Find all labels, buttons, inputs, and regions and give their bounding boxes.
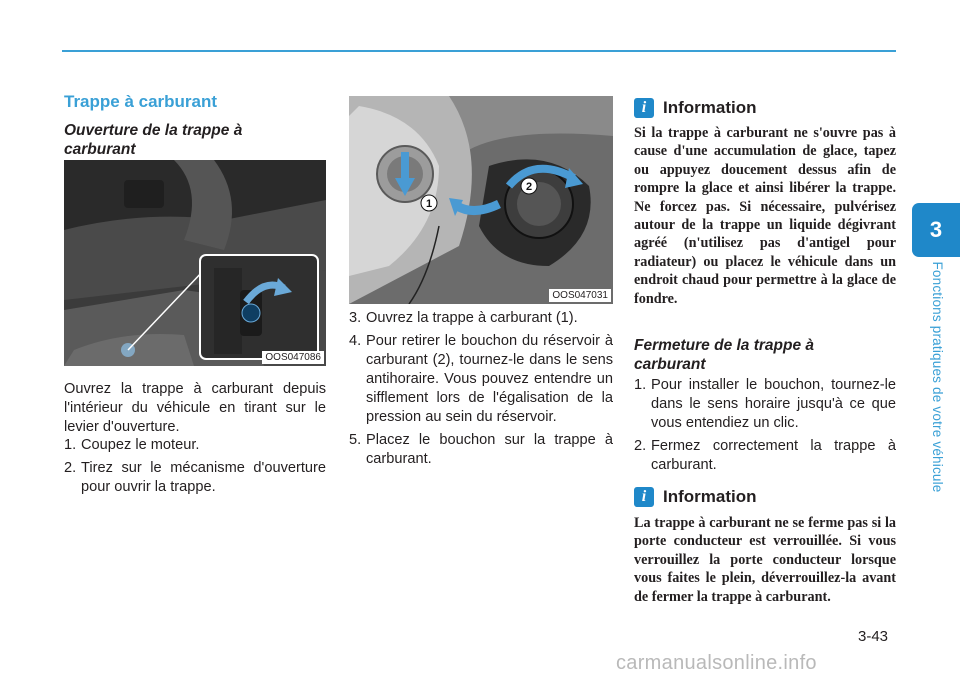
information-text-2: La trappe à carburant ne se ferme pas si la porte conducteur est verrouillée. Si vous verrouillez la porte conducteur lorsque vous faites le plein, déverrouillez-la avant de fermer la trappe à carburant.	[634, 515, 896, 605]
opening-steps-2	[349, 305, 613, 469]
step-item	[634, 376, 896, 433]
step-number: 2.	[634, 438, 647, 454]
opening-intro	[64, 380, 326, 437]
intro-text: Ouvrez la trappe à carburant depuis l'intérieur du véhicule en tirant sur le levier d'ouverture.	[64, 381, 326, 435]
page-number: 3-43	[858, 628, 889, 645]
information-heading-2	[634, 487, 757, 507]
closing-steps	[634, 372, 896, 475]
figure-code: OOS047086	[262, 351, 324, 364]
step-text: Coupez le moteur.	[81, 437, 200, 453]
step-item	[349, 309, 613, 328]
step-text: Placez le bouchon sur la trappe à carburant.	[366, 432, 613, 467]
figure-code: OOS047031	[549, 289, 611, 302]
watermark: carmanualsonline.info	[616, 652, 817, 674]
step-item	[64, 436, 326, 455]
step-item	[349, 431, 613, 469]
step-item	[349, 332, 613, 427]
step-number: 2.	[64, 460, 77, 476]
step-number: 1.	[634, 377, 647, 393]
top-rule	[62, 50, 896, 52]
step-text: Fermez correctement la trappe à carburant.	[651, 438, 896, 473]
closing-subhead: Fermeture de la trappe à carburant	[634, 337, 815, 373]
step-item	[64, 459, 326, 497]
section-title: Trappe à carburant	[64, 92, 218, 111]
information-heading-1	[634, 98, 757, 118]
step-text: Pour installer le bouchon, tournez-le dans le sens horaire jusqu'à ce que vous entendiez un clic.	[651, 377, 896, 431]
step-text: Pour retirer le bouchon du réservoir à carburant (2), tournez-le dans le sens antihoraire. Vous pouvez entendre un sifflement lors de l'égalisation de la pression au sein du réservoir.	[366, 333, 613, 425]
callout-2: 2	[525, 181, 533, 193]
step-item	[634, 437, 896, 475]
info-title: Information	[663, 487, 757, 506]
step-number: 4.	[349, 333, 362, 349]
callout-1: 1	[425, 198, 433, 210]
chapter-title: Fonctions pratiques de votre véhicule	[930, 261, 945, 493]
step-text: Ouvrez la trappe à carburant (1).	[366, 310, 578, 326]
step-number: 1.	[64, 437, 77, 453]
info-icon: i	[634, 98, 654, 118]
interior-lever-figure	[64, 160, 326, 366]
information-text-1: Si la trappe à carburant ne s'ouvre pas à cause d'une accumulation de glace, tapez ou appuyez doucement dessus afin de rompre la glace et ainsi libérer la trappe. Ne forcez pas. Si nécessaire, pulvérisez autour de la trappe un liquide dégivrant agréé (n'utilisez pas d'antigel pour radiateur) ou placez le véhicule dans un endroit chaud pour permettre à la glace de fondre.	[634, 125, 896, 307]
fuel-cap-figure	[349, 96, 613, 304]
interior-illustration	[64, 160, 326, 366]
step-number: 5.	[349, 432, 362, 448]
step-number: 3.	[349, 310, 362, 326]
opening-subhead: Ouverture de la trappe à carburant	[64, 122, 243, 158]
step-text: Tirez sur le mécanisme d'ouverture pour ouvrir la trappe.	[81, 460, 326, 495]
info-icon: i	[634, 487, 654, 507]
fuel-door-illustration	[349, 96, 613, 304]
info-title: Information	[663, 98, 757, 117]
opening-steps-1	[64, 432, 326, 497]
chapter-number: 3	[929, 217, 943, 242]
